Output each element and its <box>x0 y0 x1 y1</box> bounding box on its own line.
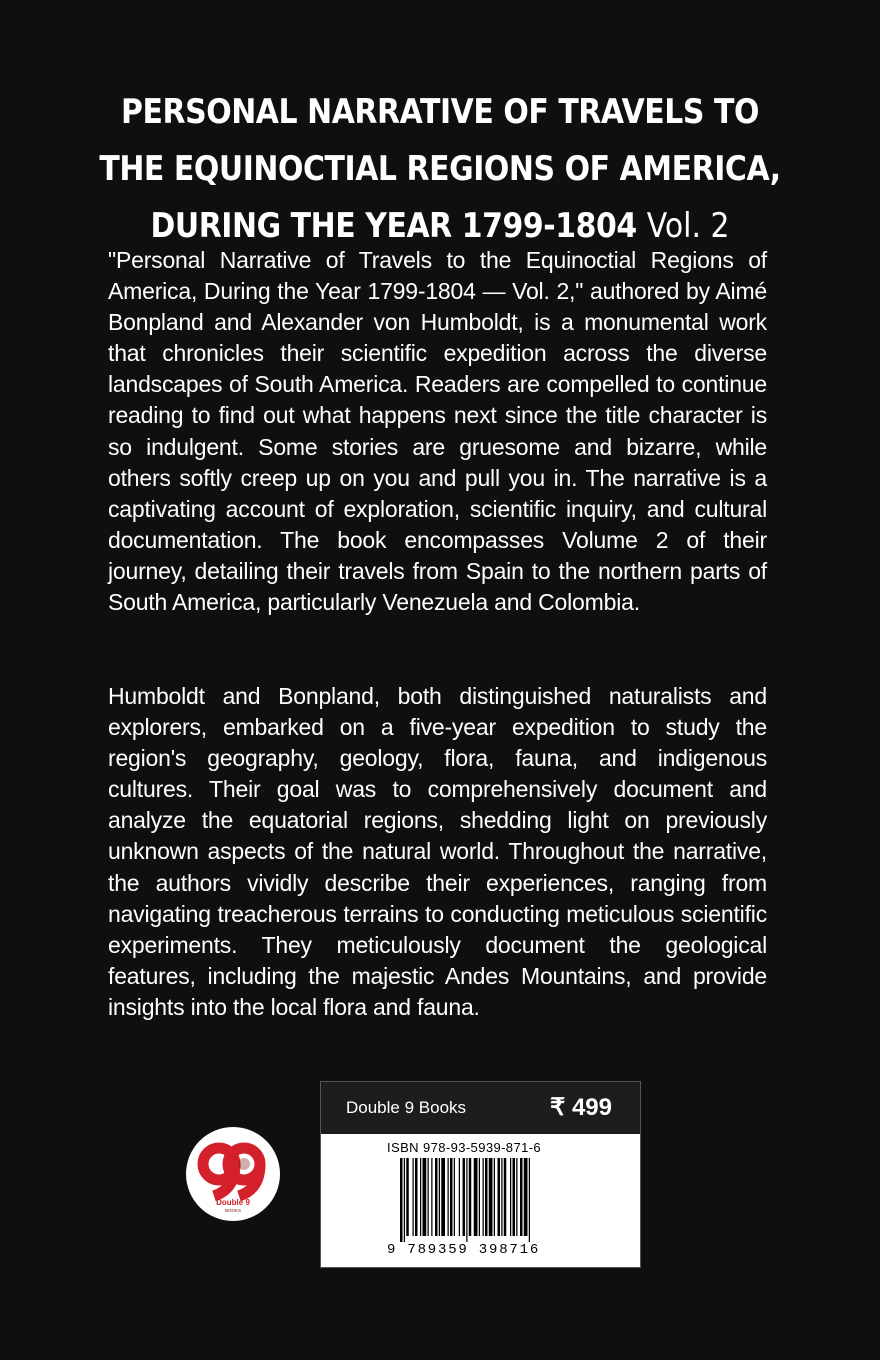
barcode-digits: 9 789359 398716 <box>387 1242 541 1258</box>
barcode-bar <box>501 1158 502 1236</box>
barcode-bar <box>423 1158 427 1236</box>
barcode-bar <box>524 1158 528 1236</box>
barcode-bar <box>474 1158 478 1236</box>
barcode-bar <box>513 1158 516 1236</box>
barcode-bar <box>463 1158 466 1236</box>
logo-sub-wordmark: BOOKS <box>224 1208 242 1213</box>
book-title <box>88 84 792 255</box>
barcode-bar <box>489 1158 493 1236</box>
barcode-bar <box>415 1158 418 1236</box>
barcode-bar <box>483 1158 484 1236</box>
barcode-bar <box>466 1158 467 1242</box>
barcode-bar <box>406 1158 409 1236</box>
barcode-bar <box>439 1158 440 1236</box>
publisher-name: Double 9 Books <box>346 1098 467 1117</box>
barcode-bar <box>431 1158 432 1236</box>
publisher-logo <box>186 1127 280 1221</box>
barcode-bar <box>479 1158 480 1236</box>
barcode-bar <box>441 1158 445 1236</box>
description-paragraph-1: "Personal Narrative of Travels to the Equinoctial Regions of America, During the Year 1799-1804 — Vol. 2," authored by Aimé Bonpland and Alexander von Humboldt, is a monumental work that chronicles their scientific expedition across the diverse landscapes of South America. Readers are compelled to continue reading to find out what happens next since the title character is so indulgent. Some stories are gruesome and bizarre, while others softly creep up on you and pull you in. The narrative is a captivating account of exploration, scientific inquiry, and cultural documentation. The book encompasses Volume 2 of their journey, detailing their travels from Spain to the northern parts of South America, particularly Venezuela and Colombia. <box>108 247 767 616</box>
barcode-bar <box>454 1158 455 1236</box>
barcode-bar <box>420 1158 421 1236</box>
barcode-bar <box>450 1158 453 1236</box>
barcode-bar <box>516 1158 517 1236</box>
barcode-bar <box>485 1158 488 1236</box>
barcode-bar <box>435 1158 438 1236</box>
barcode-bar <box>459 1158 460 1236</box>
barcode-box <box>320 1081 641 1268</box>
barcode-icon <box>400 1158 570 1242</box>
barcode-bar <box>494 1158 495 1236</box>
title-text: PERSONAL NARRATIVE OF TRAVELS TO THE EQUINOCTIAL REGIONS OF AMERICA, DURING THE YEAR 1799-1804 <box>99 92 781 246</box>
barcode-bar <box>428 1158 429 1236</box>
barcode-bar <box>469 1158 472 1236</box>
barcode-header <box>321 1082 640 1134</box>
barcode-bar <box>520 1158 523 1236</box>
barcode-bar <box>400 1158 403 1242</box>
price-label: ₹ 499 <box>550 1094 612 1121</box>
barcode-bar <box>404 1158 405 1242</box>
logo-wordmark: Double 9 <box>216 1198 250 1207</box>
barcode-bar <box>510 1158 511 1236</box>
barcode-bar <box>504 1158 507 1236</box>
isbn-label: ISBN 978-93-5939-871-6 <box>387 1140 542 1155</box>
barcode-bar <box>529 1158 530 1242</box>
double-9-books-logo-icon <box>186 1127 280 1221</box>
description-paragraph-2: Humboldt and Bonpland, both distinguished naturalists and explorers, embarked on a five-year expedition to study the region's geography, geology, flora, fauna, and indigenous cultures. Their goal was to comprehensively document and analyze the equatorial regions, shedding light on previously unknown aspects of the natural world. Throughout the narrative, the authors vividly describe their experiences, ranging from navigating treacherous terrains to conducting meticulous scientific experiments. They meticulously document the geological features, including the majestic Andes Mountains, and provide insights into the local flora and fauna. <box>108 683 767 1020</box>
barcode-bar <box>448 1158 449 1236</box>
barcode-bar <box>413 1158 414 1236</box>
volume-label: Vol. 2 <box>646 206 730 246</box>
barcode-bar <box>498 1158 501 1236</box>
